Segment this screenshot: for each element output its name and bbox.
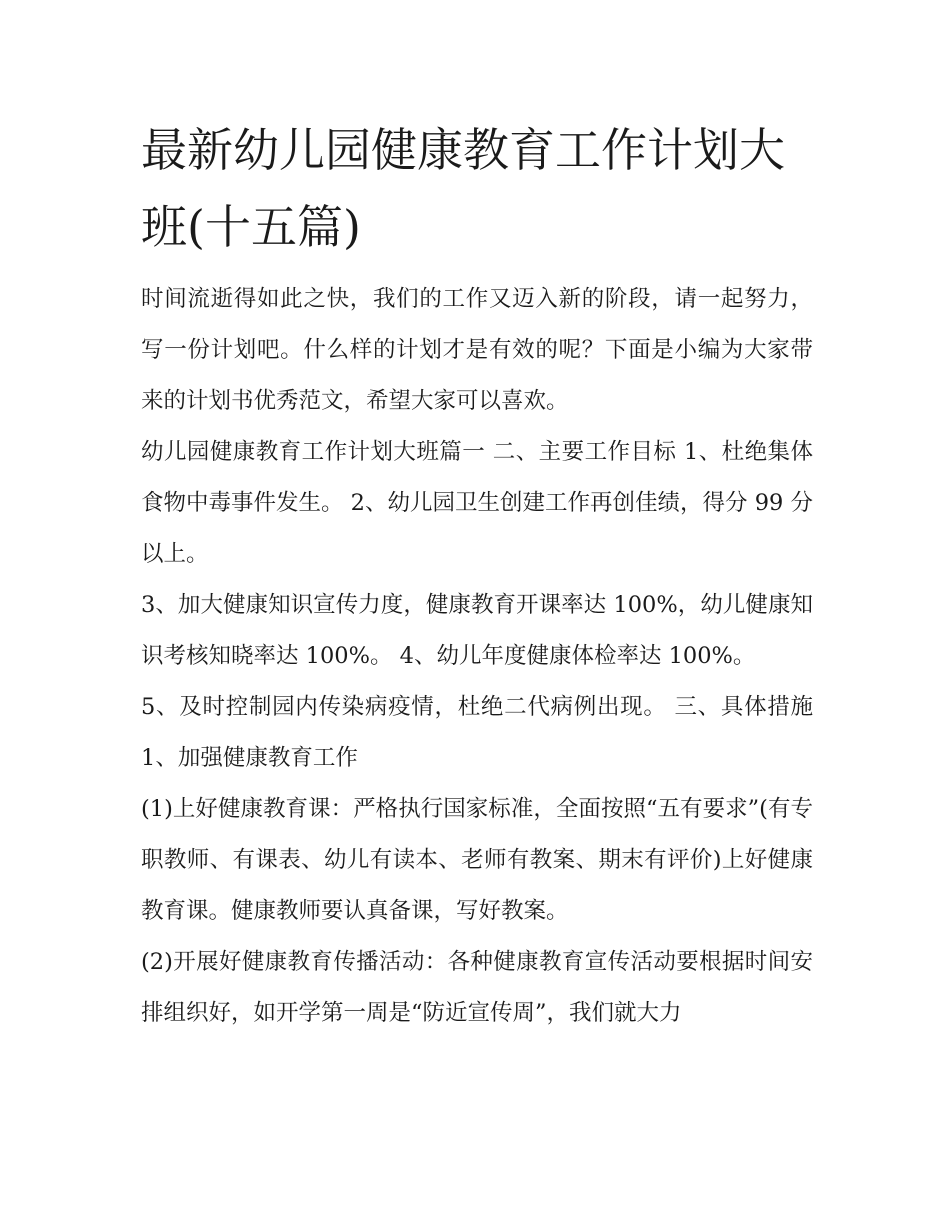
goals-paragraph-2: 3、加大健康知识宣传力度，健康教育开课率达 100%，幼儿健康知识考核知晓率达 100%。 4、幼儿年度健康体检率达 100%。 bbox=[141, 592, 813, 669]
measures-paragraph: 5、及时控制园内传染病疫情，杜绝二代病例出现。 三、具体措施 1、加强健康教育工作 bbox=[141, 694, 813, 771]
intro-paragraph: 时间流逝得如此之快，我们的工作又迈入新的阶段，请一起努力，写一份计划吧。什么样的计划才是有效的呢？下面是小编为大家带来的计划书优秀范文，希望大家可以喜欢。 bbox=[141, 286, 813, 414]
document-title: 最新幼儿园健康教育工作计划大班(十五篇) bbox=[141, 123, 785, 254]
activities-paragraph: (2)开展好健康教育传播活动：各种健康教育宣传活动要根据时间安排组织好，如开学第一周是“防近宣传周”，我们就大力 bbox=[141, 949, 813, 1026]
health-class-paragraph: (1)上好健康教育课：严格执行国家标准，全面按照“五有要求”(有专职教师、有课表、幼儿有读本、老师有教案、期末有评价)上好健康教育课。健康教师要认真备课，写好教案。 bbox=[141, 796, 813, 924]
document-body bbox=[141, 112, 813, 1039]
goals-paragraph: 幼儿园健康教育工作计划大班篇一 二、主要工作目标 1、杜绝集体食物中毒事件发生。 2、幼儿园卫生创建工作再创佳绩，得分 99 分以上。 bbox=[141, 439, 813, 567]
